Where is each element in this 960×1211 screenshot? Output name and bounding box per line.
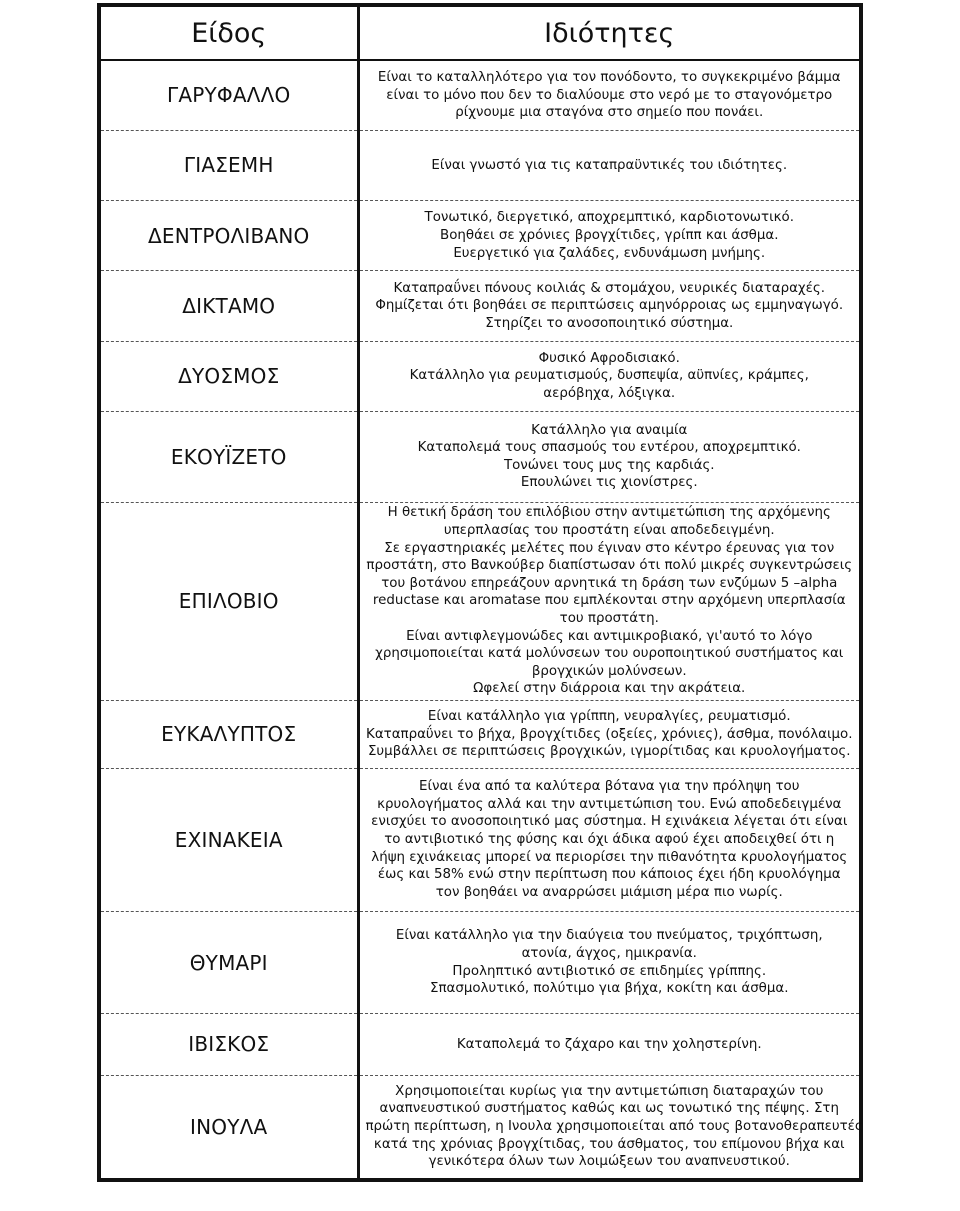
- properties-line: Ευεργετικό για ζαλάδες, ενδυνάμωση μνήμης.: [453, 245, 766, 261]
- herbs-table-frame: [97, 3, 863, 1182]
- properties-line: Κατάλληλο για αναιμία: [531, 422, 688, 438]
- properties-line: Η θετική δράση του επιλόβιου στην αντιμετώπιση της αρχόμενης: [387, 505, 831, 521]
- properties-line: Καταπολεμά το ζάχαρο και την χοληστερίνη.: [456, 1036, 762, 1052]
- properties-line: του προστάτη.: [559, 610, 659, 626]
- column-header-type: Είδος: [101, 7, 358, 60]
- properties-line: κρυολογήματος αλλά και την αντιμετώπιση του. Ενώ αποδεδειγμένα: [377, 796, 842, 812]
- herb-properties: [358, 700, 859, 768]
- properties-line: γενικότερα όλων των λοιμώξεων του αναπνευστικού.: [428, 1154, 790, 1170]
- properties-line: ενισχύει το ανοσοποιητικό μας σύστημα. Η εχινάκεια λέγεται ότι είναι: [371, 814, 848, 830]
- properties-line: λήψη εχινάκειας μπορεί να περιορίσει την πιθανότητα κρυολογήματος: [371, 849, 848, 865]
- herb-name: ΙΒΙΣΚΟΣ: [101, 1014, 358, 1075]
- herb-name: ΔΙΚΤΑΜΟ: [101, 271, 358, 341]
- table-row: [101, 411, 859, 502]
- properties-line: Σε εργαστηριακές μελέτες που έγιναν στο κέντρο έρευνας για τον: [384, 540, 835, 556]
- herb-name: ΔΕΝΤΡΟΛΙΒΑΝΟ: [101, 201, 358, 271]
- properties-line: χρησιμοποιείται κατά μολύνσεων του ουροποιητικού συστήματος και: [375, 646, 844, 662]
- properties-line: Φυσικό Αφροδισιακό.: [538, 350, 680, 366]
- herb-properties: [358, 1014, 859, 1075]
- herb-name: ΓΙΑΣΕΜΗ: [101, 130, 358, 200]
- properties-line: Χρησιμοποιείται κυρίως για την αντιμετώπιση διαταραχών του: [395, 1083, 824, 1099]
- properties-line: είναι το μόνο που δεν το διαλύουμε στο νερό με το σταγονόμετρο: [386, 87, 833, 103]
- header-row: [101, 7, 859, 60]
- herb-properties: [358, 1075, 863, 1178]
- herb-properties: [358, 411, 859, 502]
- table-row: [101, 502, 859, 700]
- properties-line: αερόβηχα, λόξιγκα.: [543, 386, 676, 402]
- herb-name: ΕΚΟΥΪΖΕΤΟ: [101, 411, 358, 502]
- properties-line: βρογχικών μολύνσεων.: [531, 663, 687, 679]
- table-row: [101, 700, 859, 768]
- table-row: [101, 911, 859, 1014]
- herb-properties: [358, 502, 859, 700]
- properties-line: τον βοηθάει να αναρρώσει μιάμιση μέρα πιο νωρίς.: [435, 884, 783, 900]
- table-row: [101, 130, 859, 200]
- properties-line: Είναι αντιφλεγμονώδες και αντιμικροβιακό, γι'αυτό το λόγο: [406, 628, 813, 644]
- properties-line: Είναι το καταλληλότερο για τον πονόδοντο, το συγκεκριμένο βάμμα: [377, 70, 841, 85]
- properties-line: ρίχνουμε μια σταγόνα στο σημείο που πονάει.: [455, 105, 764, 121]
- herb-properties: [358, 60, 859, 130]
- table-row: [101, 768, 859, 911]
- properties-line: Είναι ένα από τα καλύτερα βότανα για την πρόληψη του: [419, 779, 800, 795]
- properties-line: Είναι γνωστό για τις καταπραϋντικές του ιδιότητες.: [431, 157, 788, 173]
- properties-line: Βοηθάει σε χρόνιες βρογχίτιδες, γρίππ και άσθμα.: [440, 227, 779, 243]
- properties-line: υπερπλασίας του προστάτη είναι αποδεδειγμένη.: [443, 522, 775, 538]
- table-body: [101, 60, 863, 1178]
- herb-name: ΓΑΡΥΦΑΛΛΟ: [101, 60, 358, 130]
- table-row: [101, 60, 859, 130]
- properties-line: ατονία, άγχος, ημικρανία.: [521, 945, 697, 961]
- herb-name: ΘΥΜΑΡΙ: [101, 911, 358, 1014]
- properties-line: Φημίζεται ότι βοηθάει σε περιπτώσεις αμηνόρροιας ως εμμηναγωγό.: [375, 298, 844, 314]
- herb-properties: [358, 341, 859, 411]
- column-header-properties: Ιδιότητες: [358, 7, 859, 60]
- properties-line: Τονωτικό, διεργετικό, αποχρεμπτικό, καρδιοτονωτικό.: [424, 210, 794, 226]
- properties-line: έως και 58% ενώ στην περίπτωση που κάποιος έχει ήδη κρυολόγημα: [377, 867, 841, 883]
- properties-line: Προληπτικό αντιβιοτικό σε επιδημίες γρίππης.: [452, 963, 767, 979]
- properties-line: Καταπραΰνει το βήχα, βρογχίτιδες (οξείες, χρόνιες), άσθμα, πονόλαιμο.: [366, 726, 853, 742]
- properties-line: Είναι κατάλληλο για γρίππη, νευραλγίες, ρευματισμό.: [427, 708, 791, 724]
- properties-line: Σπασμολυτικό, πολύτιμο για βήχα, κοκίτη και άσθμα.: [430, 981, 789, 997]
- herb-name: ΕΠΙΛΟΒΙΟ: [101, 502, 358, 700]
- properties-line: Στηρίζει το ανοσοποιητικό σύστημα.: [485, 315, 734, 331]
- properties-line: Είναι κατάλληλο για την διαύγεια του πνεύματος, τριχόπτωση,: [395, 928, 823, 944]
- properties-line: reductase και aromatase που εμπλέκονται στην αρχόμενη υπερπλασία: [372, 593, 846, 609]
- properties-line: Καταπολεμά τους σπασμούς του εντέρου, αποχρεμπτικό.: [417, 440, 801, 456]
- properties-line: Συμβάλλει σε περιπτώσεις βρογχικών, ιγμορίτιδας και κρυολογήματος.: [367, 744, 851, 760]
- herb-name: ΙΝΟΥΛΑ: [101, 1075, 358, 1178]
- properties-line: πρώτη περίπτωση, η Ινουλα χρησιμοποιείται από τους βοτανοθεραπευτές: [365, 1118, 863, 1134]
- herb-properties: [358, 130, 859, 200]
- table-row: [101, 271, 859, 341]
- table-row: [101, 201, 859, 271]
- table-row: [101, 1014, 859, 1075]
- herb-properties: [358, 911, 859, 1014]
- herb-name: ΕΧΙΝΑΚΕΙΑ: [101, 768, 358, 911]
- herb-properties: [358, 271, 859, 341]
- properties-line: Κατάλληλο για ρευματισμούς, δυσπεψία, αϋπνίες, κράμπες,: [409, 368, 809, 384]
- herbs-table: [101, 7, 863, 1178]
- table-row: [101, 1075, 859, 1178]
- properties-line: το αντιβιοτικό της φύσης και όχι άδικα αφού έχει αποδειχθεί ότι η: [384, 831, 835, 847]
- properties-line: Επουλώνει τις χιονίστρες.: [520, 475, 698, 491]
- properties-line: κατά της χρόνιας βρογχίτιδας, του άσθματος, του επίμονου βήχα και: [373, 1136, 845, 1152]
- properties-line: Τονώνει τους μυς της καρδιάς.: [503, 457, 715, 473]
- properties-line: προστάτη, στο Βανκούβερ διαπίστωσαν ότι πολύ μικρές συγκεντρώσεις: [366, 558, 853, 574]
- properties-line: αναπνευστικού συστήματος καθώς και ως τονωτικό της πέψης. Στη: [379, 1101, 839, 1117]
- herb-properties: [358, 201, 859, 271]
- herb-properties: [358, 768, 859, 911]
- properties-line: Ωφελεί στην διάρροια και την ακράτεια.: [473, 681, 746, 697]
- properties-line: του βοτάνου επηρεάζουν αρνητικά τη δράση των ενζύμων 5 –alpha: [381, 575, 838, 591]
- table-row: [101, 341, 859, 411]
- herb-name: ΕΥΚΑΛΥΠΤΟΣ: [101, 700, 358, 768]
- herb-name: ΔΥΟΣΜΟΣ: [101, 341, 358, 411]
- properties-line: Καταπραΰνει πόνους κοιλιάς & στομάχου, νευρικές διαταραχές.: [393, 280, 825, 296]
